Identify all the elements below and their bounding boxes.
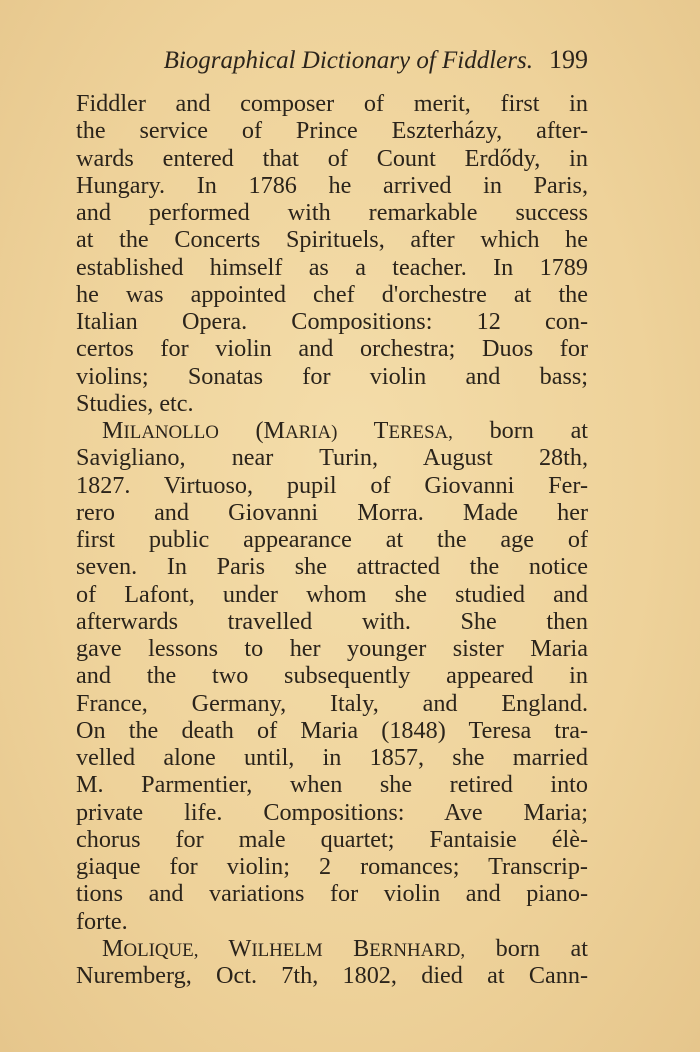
text-line: France, Germany, Italy, and England. xyxy=(76,689,588,717)
text-line: Savigliano, near Turin, August 28th, xyxy=(76,444,588,472)
text-line: violins; Sonatas for violin and bass; xyxy=(76,362,588,390)
page-number: 199 xyxy=(549,45,588,74)
text-line: MILANOLLO (MARIA) TERESA, born at xyxy=(102,417,588,444)
text-line: and performed with remarkable success xyxy=(76,199,588,226)
text-line: rero and Giovanni Morra. Made her xyxy=(76,498,588,526)
text-line: Italian Opera. Compositions: 12 con- xyxy=(76,308,588,335)
book-page xyxy=(76,40,588,989)
text-line: giaque for violin; 2 romances; Transcrip- xyxy=(76,853,588,880)
text-line: private life. Compositions: Ave Maria; xyxy=(76,798,588,826)
running-title: Biographical Dictionary of Fiddlers. xyxy=(163,47,533,74)
body-text xyxy=(76,90,588,989)
text-line: MOLIQUE, WILHELM BERNHARD, born at xyxy=(102,934,588,962)
text-line: afterwards travelled with. She then xyxy=(76,607,588,635)
text-line: and the two subsequently appeared in xyxy=(76,662,588,690)
running-header xyxy=(76,40,588,90)
text-line: wards entered that of Count Erdődy, in xyxy=(76,144,588,172)
text-line: 1827. Virtuoso, pupil of Giovanni Fer- xyxy=(76,471,588,499)
text-line: he was appointed chef d'orchestre at the xyxy=(76,280,588,308)
text-line: of Lafont, under whom she studied and xyxy=(76,580,588,608)
text-line: chorus for male quartet; Fantaisie élè- xyxy=(76,825,588,853)
text-line: certos for violin and orchestra; Duos for xyxy=(76,335,588,363)
text-line: tions and variations for violin and piano- xyxy=(76,880,588,908)
text-line: forte. xyxy=(76,907,128,935)
text-line: velled alone until, in 1857, she married xyxy=(76,744,588,771)
text-line: at the Concerts Spirituels, after which he xyxy=(76,226,588,254)
text-line: Fiddler and composer of merit, first in xyxy=(76,90,588,117)
text-line: Nuremberg, Oct. 7th, 1802, died at Cann- xyxy=(76,962,588,989)
text-line: M. Parmentier, when she retired into xyxy=(76,771,588,799)
text-line: gave lessons to her younger sister Maria xyxy=(76,635,588,662)
text-line: seven. In Paris she attracted the notice xyxy=(76,553,588,581)
text-line: On the death of Maria (1848) Teresa tra- xyxy=(76,716,588,744)
text-line: Hungary. In 1786 he arrived in Paris, xyxy=(76,171,588,199)
text-line: first public appearance at the age of xyxy=(76,526,588,553)
text-line: Studies, etc. xyxy=(76,389,194,417)
text-line: established himself as a teacher. In 1789 xyxy=(76,253,588,281)
text-line: the service of Prince Eszterházy, after- xyxy=(76,117,588,145)
